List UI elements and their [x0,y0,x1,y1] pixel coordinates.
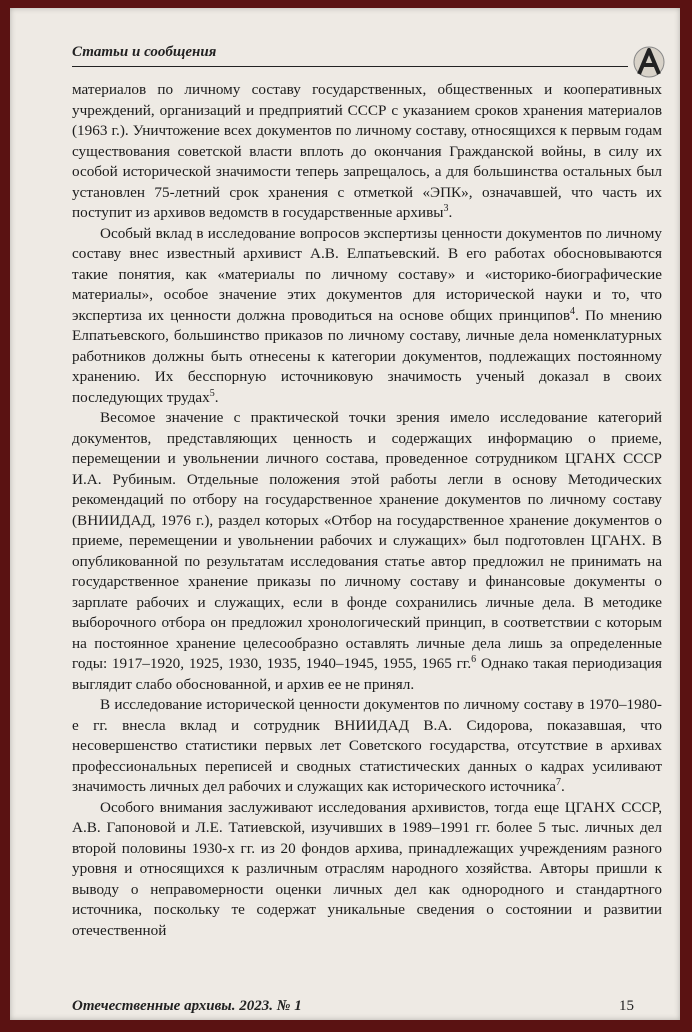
paragraph-1: материалов по личному составу государственных, общественных и кооперативных учреждений, организаций и предприятий СССР с указанием сроков хранения материалов (1963 г.). Уничтожение всех документов по личному составу, относящихся к первым годам существования советской власти вплоть до окончания Гражданской войны, в силу их особой исторической значимости теперь запрещалось, а для большинства остальных был установлен 75-летний срок хранения с отметкой «ЭПК», означавшей, что часть их поступит из архивов ведомств в государственные архивы$^3$. [72,81,662,221]
paragraph-3: Весомое значение с практической точки зрения имело исследование категорий документов, представляющих ценность и содержащих информацию о приеме, перемещении и увольнении личного состава, проведенное сотрудником ЦГАНХ СССР И.А. Рубиным. Отдельные положения этой работы легли в основу Методических рекомендаций по отбору на государственное хранение документов по личному составу (ВНИИДАД, 1976 г.), раздел которых «Отбор на государственное хранение документов о приеме, перемещении и увольнении рабочих и служащих» был подготовлен ЦГАНХ. В опубликованной по результатам исследования статье автор предложил не принимать на государственное хранение приказы по личному составу и финансовые документы о зарплате рабочих и служащих, если в фонде сохранились личные дела. В методике выборочного отбора он предложил хронологический принцип, в соответствии с которым на постоянное хранение целесообразно оставлять личные дела лишь за определенные годы: 1917–1920, 1925, 1930, 1935, 1940–1945, 1955, 1965 гг.$^6$ Однако такая периодизация выглядит слабо обоснованной, и архив ее не принял. [72,409,662,693]
footnote-mark: 5 [209,387,215,399]
footnote-mark: 7 [556,776,562,788]
footnote-mark: 6 [471,653,477,665]
article-body [72,80,662,941]
journal-logo-icon [630,44,668,80]
page-number: 15 [619,998,634,1014]
journal-page [10,8,680,1020]
section-title: Статьи и сообщения [72,44,217,60]
footnote-mark: 3 [443,202,449,214]
running-header [72,44,628,67]
journal-footer-title: Отечественные архивы. 2023. № 1 [72,998,302,1014]
footnote-mark: 4 [570,305,576,317]
paragraph-4: В исследование исторической ценности документов по личному составу в 1970–1980-е гг. внесла вклад и сотрудник ВНИИДАД В.А. Сидорова, показавшая, что несовершенство статистики первых лет Советского государства, отсутствие в архивах профессиональных переписей и сводных статистических данных о кадрах усиливают значимость личных дел рабочих и служащих как исторического источника$^7$. [72,696,662,795]
paragraph-2: Особый вклад в исследование вопросов экспертизы ценности документов по личному составу внес известный архивист А.В. Елпатьевский. В его работах обосновываются такие понятия, как «материалы по личному составу» и «историко-биографические материалы», особое значение этих документов для исторической науки и то, что экспертиза их ценности должна проводиться на основе общих принципов$^4$. По мнению Елпатьевского, большинство приказов по личному составу, личные дела номенклатурных работников должны быть отнесены к категории документов, подлежащих постоянному хранению. Их бесспорную источниковую значимость ученый доказал в своих последующих трудах$^5$. [72,224,662,406]
paragraph-5: Особого внимания заслуживают исследования архивистов, тогда еще ЦГАНХ СССР, А.В. Гапоновой и Л.Е. Татиевской, изучивших в 1989–1991 гг. более 5 тыс. личных дел второй половины 1930-х гг. из 20 фондов архива, принадлежащих учреждениям разного уровня и относящихся к различным отраслям народного хозяйства. Авторы пришли к выводу о неправомерности оценки личных дел как однородного и стандартного источника, поскольку те содержат уникальные сведения о состоянии и развитии отечественной [72,798,662,939]
